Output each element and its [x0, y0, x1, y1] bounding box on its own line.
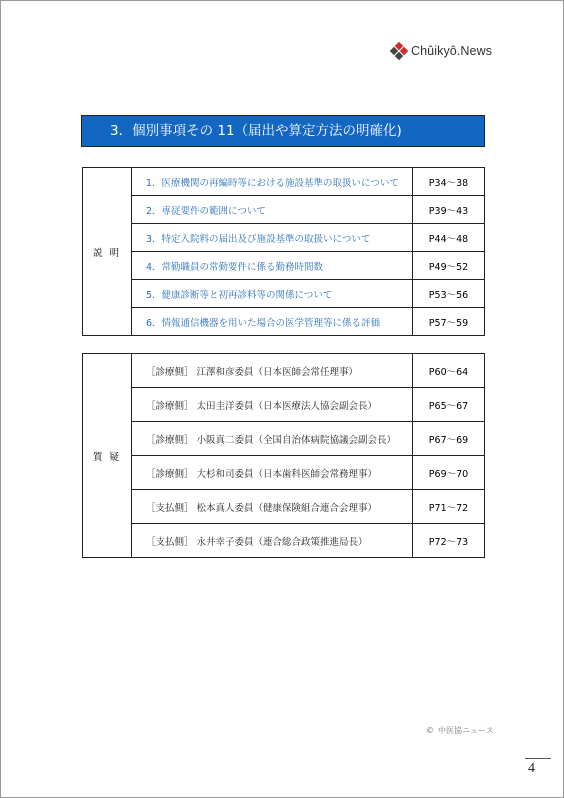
- table-row: [83, 168, 485, 196]
- section-title: 3．個別事項その 11（届出や算定方法の明確化): [110, 123, 402, 139]
- page-range: P60～64: [413, 354, 485, 388]
- explanation-item: 1．医療機関の再編時等における施設基準の取扱いについて: [132, 168, 413, 196]
- page-range: P44～48: [413, 224, 485, 252]
- page-number: 4: [528, 761, 535, 776]
- page-range: P72～73: [413, 524, 485, 558]
- question-item: ［支払側］ 永井幸子委員（連合総合政策推進局長）: [132, 524, 413, 558]
- copyright-icon: ©: [426, 726, 434, 735]
- page-range: P65～67: [413, 388, 485, 422]
- page-range: P69～70: [413, 456, 485, 490]
- table-row: [83, 354, 485, 388]
- explanation-label: 説 明: [83, 168, 132, 336]
- diamond-logo-icon: [391, 43, 407, 59]
- explanation-item: 2．専従要件の範囲について: [132, 196, 413, 224]
- table-row: [83, 308, 485, 336]
- table-row: [83, 224, 485, 252]
- credit-text: 中医協ニュース: [438, 726, 494, 735]
- question-item: ［支払側］ 松本真人委員（健康保険組合連合会理事）: [132, 490, 413, 524]
- question-item: ［診療側］ 小阪真二委員（全国自治体病院協議会副会長）: [132, 422, 413, 456]
- explanation-table: [82, 167, 485, 336]
- question-item: ［診療側］ 大杉和司委員（日本歯科医師会常務理事）: [132, 456, 413, 490]
- table-row: [83, 388, 485, 422]
- table-row: [83, 280, 485, 308]
- table-row: [83, 456, 485, 490]
- table-row: [83, 490, 485, 524]
- explanation-item: 3．特定入院料の届出及び施設基準の取扱いについて: [132, 224, 413, 252]
- table-row: [83, 524, 485, 558]
- questions-table: [82, 353, 485, 558]
- page-range: P53～56: [413, 280, 485, 308]
- page-range: P34～38: [413, 168, 485, 196]
- page-range: P39～43: [413, 196, 485, 224]
- page-range: P71～72: [413, 490, 485, 524]
- page-range: P57～59: [413, 308, 485, 336]
- explanation-item: 6．情報通信機器を用いた場合の医学管理等に係る評価: [132, 308, 413, 336]
- table-row: [83, 422, 485, 456]
- section-title-bar: [81, 115, 485, 147]
- page-range: P67～69: [413, 422, 485, 456]
- page-range: P49～52: [413, 252, 485, 280]
- brand-name: Chûikyô.News: [411, 44, 493, 58]
- brand-logo: [391, 41, 492, 61]
- copyright-credit: [426, 725, 494, 736]
- explanation-item: 4．常勤職員の常勤要件に係る勤務時間数: [132, 252, 413, 280]
- question-item: ［診療側］ 太田圭洋委員（日本医療法人協会副会長）: [132, 388, 413, 422]
- table-row: [83, 252, 485, 280]
- page-number-rule: [525, 758, 551, 759]
- question-item: ［診療側］ 江澤和彦委員（日本医師会常任理事）: [132, 354, 413, 388]
- table-row: [83, 196, 485, 224]
- explanation-item: 5．健康診断等と初再診料等の関係について: [132, 280, 413, 308]
- questions-label: 質 疑: [83, 354, 132, 558]
